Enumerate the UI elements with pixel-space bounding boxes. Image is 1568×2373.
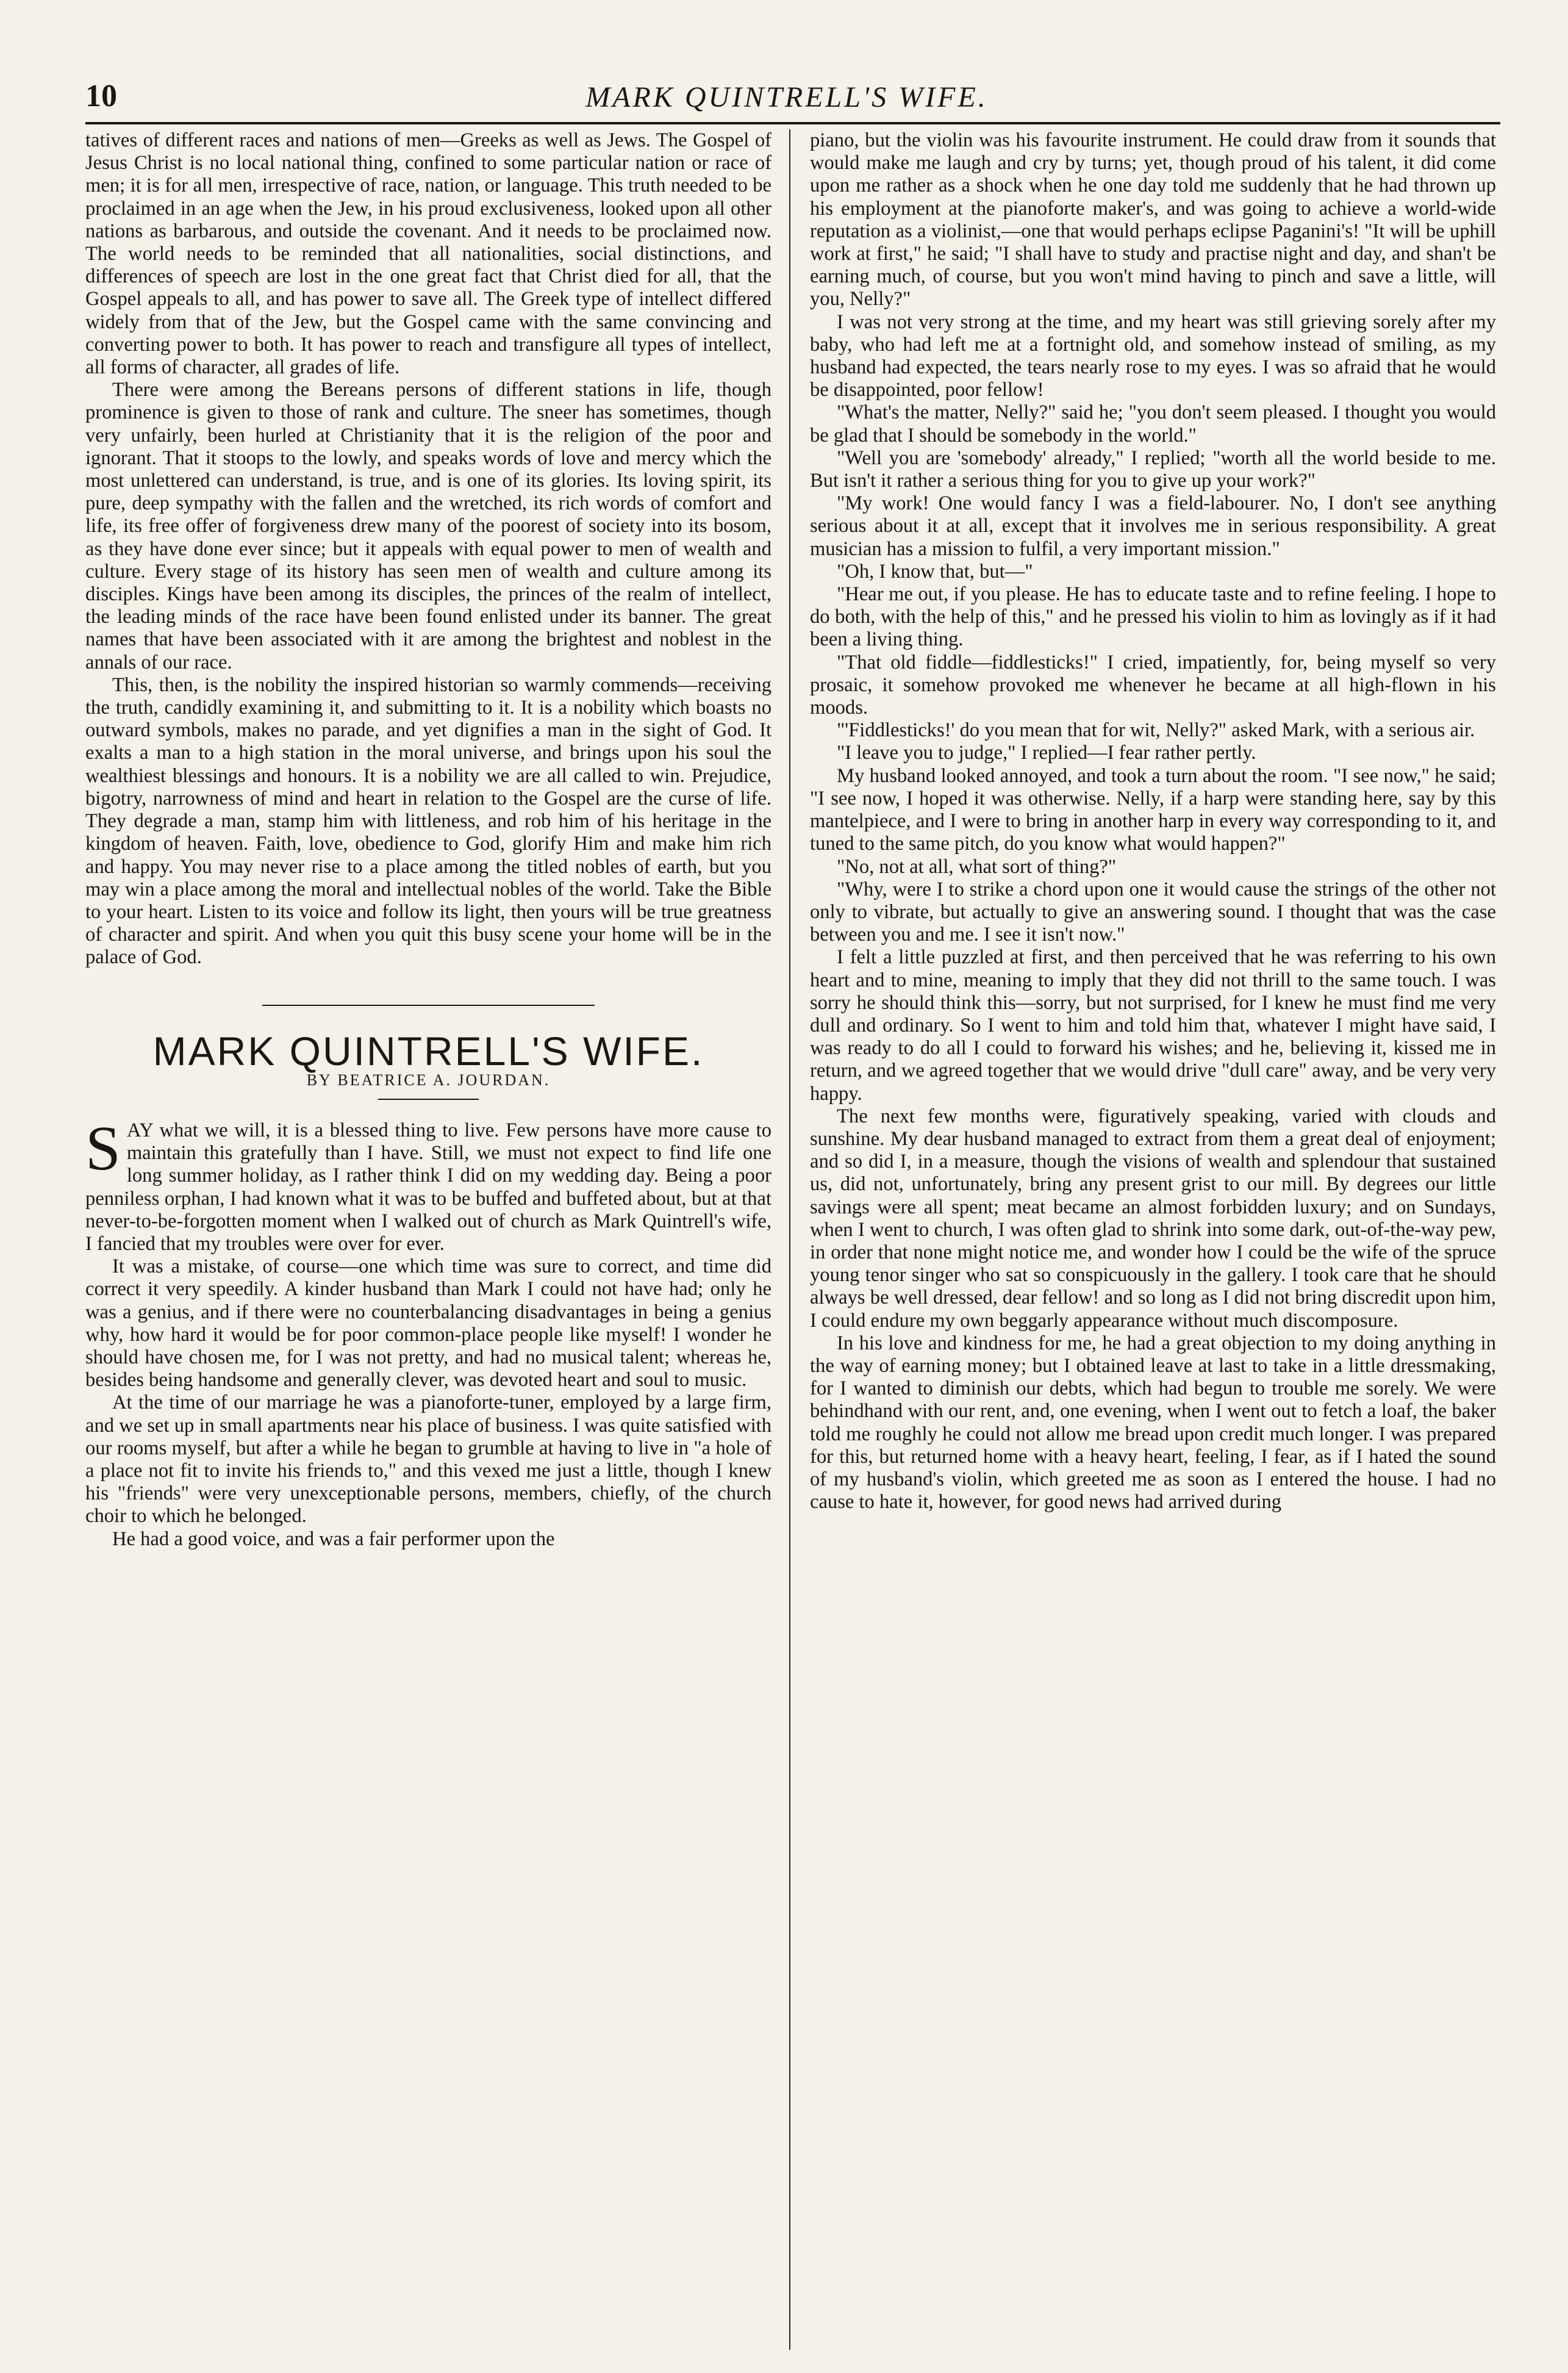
paragraph: He had a good voice, and was a fair performer upon the bbox=[112, 1528, 555, 1550]
article-title: MARK QUINTRELL'S WIFE. bbox=[152, 1028, 704, 1074]
header-rule bbox=[85, 122, 1500, 124]
paragraph: I felt a little puzzled at first, and then perceived that he was referring to his own heart and to mine, meaning to imply that they did not thrill to the same touch. I was sorry he should think this—sorry, but not surprised, for I knew he must find me very dull and ordinary. So I went to him and told him that, whatever I might have said, I was ready to do all I could to forward his wishes; and he, believing it, kissed me in return, and we agreed together that we would drive "dull care" away, and be very very happy. bbox=[810, 946, 1496, 1105]
paragraph: "Why, were I to strike a chord upon one it would cause the strings of the other not only to vibrate, but actually to give an answering sound. I thought that was the case between you and me. I see it isn't now." bbox=[810, 878, 1496, 946]
paragraph: "My work! One would fancy I was a field-labourer. No, I don't see anything serious about it at all, except that it involves me in serious responsibility. A great musician has a mission to fulfil, a very important mission." bbox=[810, 492, 1496, 560]
page-number: 10 bbox=[85, 79, 117, 113]
paragraph: My husband looked annoyed, and took a turn about the room. "I see now," he said; "I see now, I hoped it was otherwise. Nelly, if a harp were standing here, say by this mantelpiece, and I were to bring in another harp in every way corresponding to it, and tuned to the same pitch, do you know what would happen?" bbox=[810, 764, 1496, 855]
right-column bbox=[810, 129, 1496, 2350]
paragraph: "That old fiddle—fiddlesticks!" I cried, impatiently, for, being myself so very prosaic, it somehow provoked me whenever he became at all high-flown in his moods. bbox=[810, 651, 1496, 719]
page-header bbox=[85, 78, 1488, 122]
story-opening bbox=[85, 1113, 771, 1255]
paragraph: It was a mistake, of course—one which time was sure to correct, and time did correct it very speedily. A kinder husband than Mark I could not have had; only he was a genius, and if there were no counterbalancing disadvantages in being a genius why, how hard it would be for poor common-place people like myself! I wonder he should have chosen me, for I was not pretty, and had no musical talent; whereas he, besides being handsome and generally clever, was devoted heart and soul to music. bbox=[85, 1255, 771, 1391]
paragraph: "Well you are 'somebody' already," I replied; "worth all the world beside to me. But isn't it rather a serious thing for you to give up your work?" bbox=[810, 447, 1496, 492]
paragraph: This, then, is the nobility the inspired historian so warmly commends—receiving the truth, candidly examining it, and submitting to it. It is a nobility which boasts no outward symbols, makes no parade, and yet dignifies a man in the sight of God. It exalts a man to a high station in the moral universe, and brings upon his soul the wealthiest blessings and honours. It is a nobility we are all called to win. Prejudice, bigotry, narrowness of mind and heart in relation to the Gospel are the curse of life. They degrade a man, stamp him with littleness, and rob him of his heritage in the kingdom of heaven. Faith, love, obedience to God, glorify Him and make him rich and happy. You may never rise to a place among the titled nobles of earth, but you may win a place among the moral and intellectual nobles of the world. Take the Bible to your heart. Listen to its voice and follow its light, then yours will be true greatness of character and spirit. And when you quit this busy scene your home will be in the palace of God. bbox=[85, 673, 771, 969]
paragraph: At the time of our marriage he was a pianoforte-tuner, employed by a large firm, and we set up in small apartments near his place of business. I was quite satisfied with our rooms myself, but after a while he began to grumble at having to live in "a hole of a place not fit to invite his friends to," and this vexed me just a little, though I knew his "friends" were very unexceptionable persons, members, chiefly, of the church choir to which he belonged. bbox=[85, 1391, 771, 1528]
paragraph: The next few months were, figuratively speaking, varied with clouds and sunshine. My dear husband managed to extract from them a great deal of enjoyment; and so did I, in a measure, though the visions of wealth and splendour that sustained us, did not, unfortunately, bring any present grist to our mill. By degrees our little savings were all spent; meat became an almost forbidden luxury; and on Sundays, when I went to church, I was often glad to shrink into some dark, out-of-the-way pew, in order that none might notice me, and wonder how I could be the wife of the spruce young tenor singer who sat so conspicuously in the gallery. I took care that he should always be well dressed, dear fellow! and so long as I did not bring discredit upon him, I could endure my own beggarly appearance without much discomposure. bbox=[810, 1105, 1496, 1332]
running-title: MARK QUINTRELL'S WIFE. bbox=[585, 81, 988, 113]
title-rule bbox=[378, 1099, 479, 1100]
paragraph: I was not very strong at the time, and my heart was still grieving sorely after my baby, who had left me at a fortnight old, and somehow instead of smiling, as my husband had expected, the tears nearly rose to my eyes. I was so afraid that he would be disappointed, poor fellow! bbox=[810, 311, 1496, 401]
paragraph: In his love and kindness for me, he had a great objection to my doing anything in the way of earning money; but I obtained leave at last to take in a little dressmaking, for I wanted to diminish our debts, which had begun to trouble me sorely. We were behindhand with our rent, and, one evening, when I went out to fetch a loaf, the baker told me roughly he could not allow me bread upon credit much longer. I was prepared for this, but returned home with a heavy heart, feeling, I fear, as if I hated the sound of my husband's violin, which greeted me as soon as I entered the house. I had no cause to hate it, however, for good news had arrived during bbox=[810, 1332, 1496, 1513]
paragraph: "What's the matter, Nelly?" said he; "you don't seem pleased. I thought you would be glad that I should be somebody in the world." bbox=[810, 401, 1496, 447]
byline: BY BEATRICE A. JOURDAN. bbox=[306, 1071, 551, 1089]
paragraph: "I leave you to judge," I replied—I fear rather pertly. bbox=[837, 742, 1256, 764]
paragraph: "Hear me out, if you please. He has to educate taste and to refine feeling. I hope to do both, with the help of this," and he pressed his violin to him as lovingly as if it had been a living thing. bbox=[810, 583, 1496, 651]
left-column bbox=[85, 129, 771, 2350]
story-opening-text: AY what we will, it is a blessed thing to live. Few persons have more cause to maintain this gratefully than I have. Still, we must not expect to find life one long summer holiday, as I rather think I did on my wedding day. Being a poor penniless orphan, I had known what it was to be buffed and buffeted about, but at that never-to-be-forgotten moment when I walked out of church as Mark Quintrell's wife, I fancied that my troubles were over for ever. bbox=[85, 1119, 771, 1255]
section-divider bbox=[262, 1005, 595, 1006]
paragraph: "'Fiddlesticks!' do you mean that for wit, Nelly?" asked Mark, with a serious air. bbox=[837, 719, 1475, 742]
paragraph: "No, not at all, what sort of thing?" bbox=[837, 855, 1117, 878]
paragraph: piano, but the violin was his favourite instrument. He could draw from it sounds that would make me laugh and cry by turns; yet, though proud of his talent, it did come upon me rather as a shock when he one day told me suddenly that he had thrown up his employment at the pianoforte maker's, and was going to achieve a world-wide reputation as a violinist,—one that would perhaps eclipse Paganini's! "It will be uphill work at first," he said; "I shall have to study and practise night and day, and shan't be earning much, of course, but you won't mind having to pinch and save a little, will you, Nelly?" bbox=[810, 129, 1496, 311]
paragraph: "Oh, I know that, but—" bbox=[837, 560, 1033, 583]
paragraph: There were among the Bereans persons of different stations in life, though prominence is given to those of rank and culture. The sneer has sometimes, though very unfairly, been hurled at Christianity that it is the religion of the poor and ignorant. That it stoops to the lowly, and speaks words of love and mercy which the most unlettered can understand, is true, and is one of its glories. Its loving spirit, its pure, deep sympathy with the fallen and the wretched, its rich words of comfort and life, its free offer of forgiveness drew many of the poorest of society into its bosom, as they have done ever since; but it appeals with equal power to men of wealth and culture. Every stage of its history has seen men of wealth and culture among its disciples. Kings have been among its disciples, the princes of the realm of intellect, the leading minds of the race have been found enlisted under its banner. The great names that have been associated with it are among the brightest and noblest in the annals of our race. bbox=[85, 379, 771, 673]
column-divider bbox=[789, 129, 790, 2350]
drop-cap: S bbox=[85, 1113, 121, 1183]
paragraph: tatives of different races and nations of men—Greeks as well as Jews. The Gospel of Jesus Christ is no local national thing, confined to some particular nation or race of men; it is for all men, irrespective of race, nation, or language. This truth needed to be proclaimed in an age when the Jew, in his proud exclusiveness, looked upon all other nations as barbarous, and outside the covenant. And it needs to be proclaimed now. The world needs to be reminded that all nationalities, social distinctions, and differences of speech are lost in the one great fact that Christ died for all, that the Gospel appeals to all, and has power to save all. The Greek type of intellect differed widely from that of the Jew, but the Gospel came with the same convincing and converting power to both. It has power to reach and transfigure all types of intellect, all forms of character, all grades of life. bbox=[85, 129, 771, 379]
